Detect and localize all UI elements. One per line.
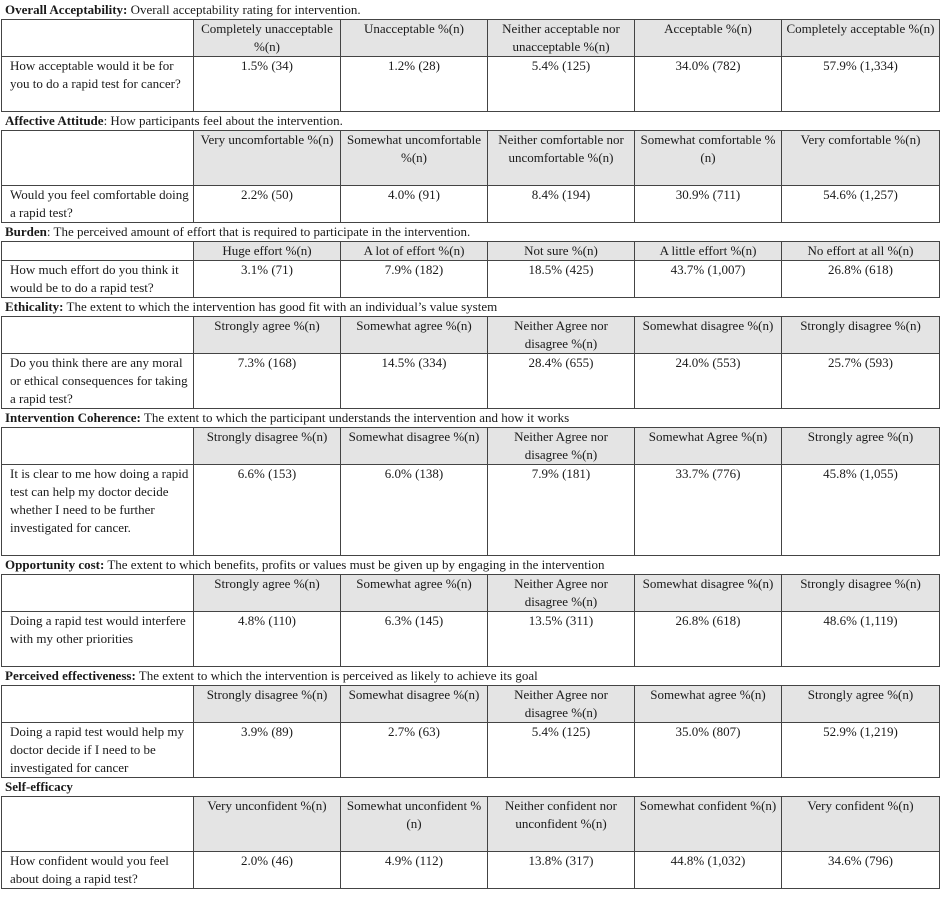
column-header: A lot of effort %(n) (341, 242, 488, 261)
section-description: Overall acceptability rating for intervention. (127, 2, 361, 17)
section-name: Self-efficacy (5, 779, 73, 794)
column-header: Very uncomfortable %(n) (194, 131, 341, 186)
question-cell: Do you think there are any moral or ethical consequences for taking a rapid test? (2, 354, 194, 409)
question-cell: How confident would you feel about doing a rapid test? (2, 852, 194, 889)
value-cell: 25.7% (593) (782, 354, 940, 409)
value-cell: 4.9% (112) (341, 852, 488, 889)
section-title (0, 409, 942, 427)
value-cell: 2.2% (50) (194, 186, 341, 223)
value-cell: 54.6% (1,257) (782, 186, 940, 223)
section-title (0, 556, 942, 574)
question-cell: How much effort do you think it would be to do a rapid test? (2, 261, 194, 298)
column-header: Somewhat disagree %(n) (635, 317, 782, 354)
value-cell: 28.4% (655) (488, 354, 635, 409)
table-row (2, 354, 940, 409)
header-row (2, 317, 940, 354)
question-cell: It is clear to me how doing a rapid test can help my doctor decide whether I need to be further investigated for cancer. (2, 465, 194, 556)
column-header: Strongly agree %(n) (782, 686, 940, 723)
column-header: Huge effort %(n) (194, 242, 341, 261)
value-cell: 18.5% (425) (488, 261, 635, 298)
table-row (2, 465, 940, 556)
section-name: Ethicality: (5, 299, 64, 314)
column-header: Somewhat agree %(n) (635, 686, 782, 723)
column-header: Very unconfident %(n) (194, 797, 341, 852)
question-cell: Doing a rapid test would help my doctor decide if I need to be investigated for cancer (2, 723, 194, 778)
value-cell: 52.9% (1,219) (782, 723, 940, 778)
header-row (2, 686, 940, 723)
header-row (2, 575, 940, 612)
section-description: The extent to which benefits, profits or values must be given up by engaging in the intervention (104, 557, 605, 572)
section-table (1, 685, 940, 778)
section-table (1, 19, 940, 112)
header-row (2, 797, 940, 852)
section-table (1, 796, 940, 889)
value-cell: 3.1% (71) (194, 261, 341, 298)
value-cell: 2.0% (46) (194, 852, 341, 889)
value-cell: 6.6% (153) (194, 465, 341, 556)
value-cell: 13.5% (311) (488, 612, 635, 667)
value-cell: 33.7% (776) (635, 465, 782, 556)
column-header: A little effort %(n) (635, 242, 782, 261)
value-cell: 7.9% (182) (341, 261, 488, 298)
table-row (2, 261, 940, 298)
column-header: Somewhat disagree %(n) (635, 575, 782, 612)
value-cell: 34.0% (782) (635, 57, 782, 112)
empty-header-cell (2, 428, 194, 465)
value-cell: 30.9% (711) (635, 186, 782, 223)
section-title (0, 667, 942, 685)
section-description: The extent to which the intervention is perceived as likely to achieve its goal (135, 668, 538, 683)
column-header: Neither Agree nor disagree %(n) (488, 575, 635, 612)
question-cell: How acceptable would it be for you to do a rapid test for cancer? (2, 57, 194, 112)
column-header: Strongly agree %(n) (194, 575, 341, 612)
value-cell: 57.9% (1,334) (782, 57, 940, 112)
table-row (2, 186, 940, 223)
value-cell: 43.7% (1,007) (635, 261, 782, 298)
column-header: Somewhat agree %(n) (341, 317, 488, 354)
section-name: Burden (5, 224, 47, 239)
column-header: Strongly disagree %(n) (194, 428, 341, 465)
column-header: Very confident %(n) (782, 797, 940, 852)
section-table (1, 574, 940, 667)
column-header: Somewhat confident %(n) (635, 797, 782, 852)
header-row (2, 428, 940, 465)
section-title (0, 223, 942, 241)
column-header: Somewhat disagree %(n) (341, 686, 488, 723)
question-cell: Doing a rapid test would interfere with my other priorities (2, 612, 194, 667)
table-row (2, 852, 940, 889)
column-header: Somewhat agree %(n) (341, 575, 488, 612)
value-cell: 6.0% (138) (341, 465, 488, 556)
empty-header-cell (2, 20, 194, 57)
section-description: : The perceived amount of effort that is required to participate in the intervention. (46, 224, 471, 239)
table-row (2, 723, 940, 778)
value-cell: 34.6% (796) (782, 852, 940, 889)
value-cell: 4.8% (110) (194, 612, 341, 667)
value-cell: 5.4% (125) (488, 57, 635, 112)
value-cell: 35.0% (807) (635, 723, 782, 778)
column-header: Neither acceptable nor unacceptable %(n) (488, 20, 635, 57)
value-cell: 1.2% (28) (341, 57, 488, 112)
value-cell: 45.8% (1,055) (782, 465, 940, 556)
column-header: Strongly disagree %(n) (194, 686, 341, 723)
column-header: Strongly agree %(n) (194, 317, 341, 354)
section-table (1, 427, 940, 556)
value-cell: 48.6% (1,119) (782, 612, 940, 667)
value-cell: 8.4% (194) (488, 186, 635, 223)
value-cell: 26.8% (618) (635, 612, 782, 667)
header-row (2, 20, 940, 57)
value-cell: 44.8% (1,032) (635, 852, 782, 889)
value-cell: 26.8% (618) (782, 261, 940, 298)
section-title (0, 1, 942, 19)
section-table (1, 130, 940, 223)
section-name: Affective Attitude (5, 113, 104, 128)
section-title (0, 778, 942, 796)
value-cell: 7.9% (181) (488, 465, 635, 556)
empty-header-cell (2, 686, 194, 723)
value-cell: 24.0% (553) (635, 354, 782, 409)
empty-header-cell (2, 131, 194, 186)
column-header: Strongly disagree %(n) (782, 317, 940, 354)
table-row (2, 612, 940, 667)
column-header: Neither Agree nor disagree %(n) (488, 428, 635, 465)
column-header: Neither Agree nor disagree %(n) (488, 317, 635, 354)
column-header: Acceptable %(n) (635, 20, 782, 57)
column-header: Unacceptable %(n) (341, 20, 488, 57)
value-cell: 5.4% (125) (488, 723, 635, 778)
value-cell: 4.0% (91) (341, 186, 488, 223)
section-name: Opportunity cost: (5, 557, 105, 572)
section-description: : How participants feel about the intervention. (103, 113, 343, 128)
column-header: Neither confident nor unconfident %(n) (488, 797, 635, 852)
section-name: Perceived effectiveness: (5, 668, 136, 683)
value-cell: 14.5% (334) (341, 354, 488, 409)
column-header: Somewhat unconfident %(n) (341, 797, 488, 852)
column-header: Somewhat comfortable %(n) (635, 131, 782, 186)
value-cell: 7.3% (168) (194, 354, 341, 409)
section-name: Overall Acceptability: (5, 2, 128, 17)
column-header: Very comfortable %(n) (782, 131, 940, 186)
section-table (1, 241, 940, 298)
empty-header-cell (2, 317, 194, 354)
value-cell: 3.9% (89) (194, 723, 341, 778)
column-header: Neither comfortable nor uncomfortable %(n) (488, 131, 635, 186)
section-table (1, 316, 940, 409)
value-cell: 1.5% (34) (194, 57, 341, 112)
column-header: Strongly agree %(n) (782, 428, 940, 465)
column-header: Somewhat uncomfortable %(n) (341, 131, 488, 186)
section-description: The extent to which the participant understands the intervention and how it works (140, 410, 570, 425)
empty-header-cell (2, 575, 194, 612)
table-row (2, 57, 940, 112)
value-cell: 13.8% (317) (488, 852, 635, 889)
empty-header-cell (2, 797, 194, 852)
empty-header-cell (2, 242, 194, 261)
column-header: No effort at all %(n) (782, 242, 940, 261)
column-header: Somewhat Agree %(n) (635, 428, 782, 465)
question-cell: Would you feel comfortable doing a rapid test? (2, 186, 194, 223)
section-description: The extent to which the intervention has good fit with an individual’s value system (63, 299, 498, 314)
column-header: Strongly disagree %(n) (782, 575, 940, 612)
column-header: Not sure %(n) (488, 242, 635, 261)
section-title (0, 112, 942, 130)
value-cell: 6.3% (145) (341, 612, 488, 667)
value-cell: 2.7% (63) (341, 723, 488, 778)
column-header: Neither Agree nor disagree %(n) (488, 686, 635, 723)
column-header: Completely unacceptable %(n) (194, 20, 341, 57)
column-header: Completely acceptable %(n) (782, 20, 940, 57)
section-name: Intervention Coherence: (5, 410, 141, 425)
header-row (2, 242, 940, 261)
section-title (0, 298, 942, 316)
column-header: Somewhat disagree %(n) (341, 428, 488, 465)
header-row (2, 131, 940, 186)
